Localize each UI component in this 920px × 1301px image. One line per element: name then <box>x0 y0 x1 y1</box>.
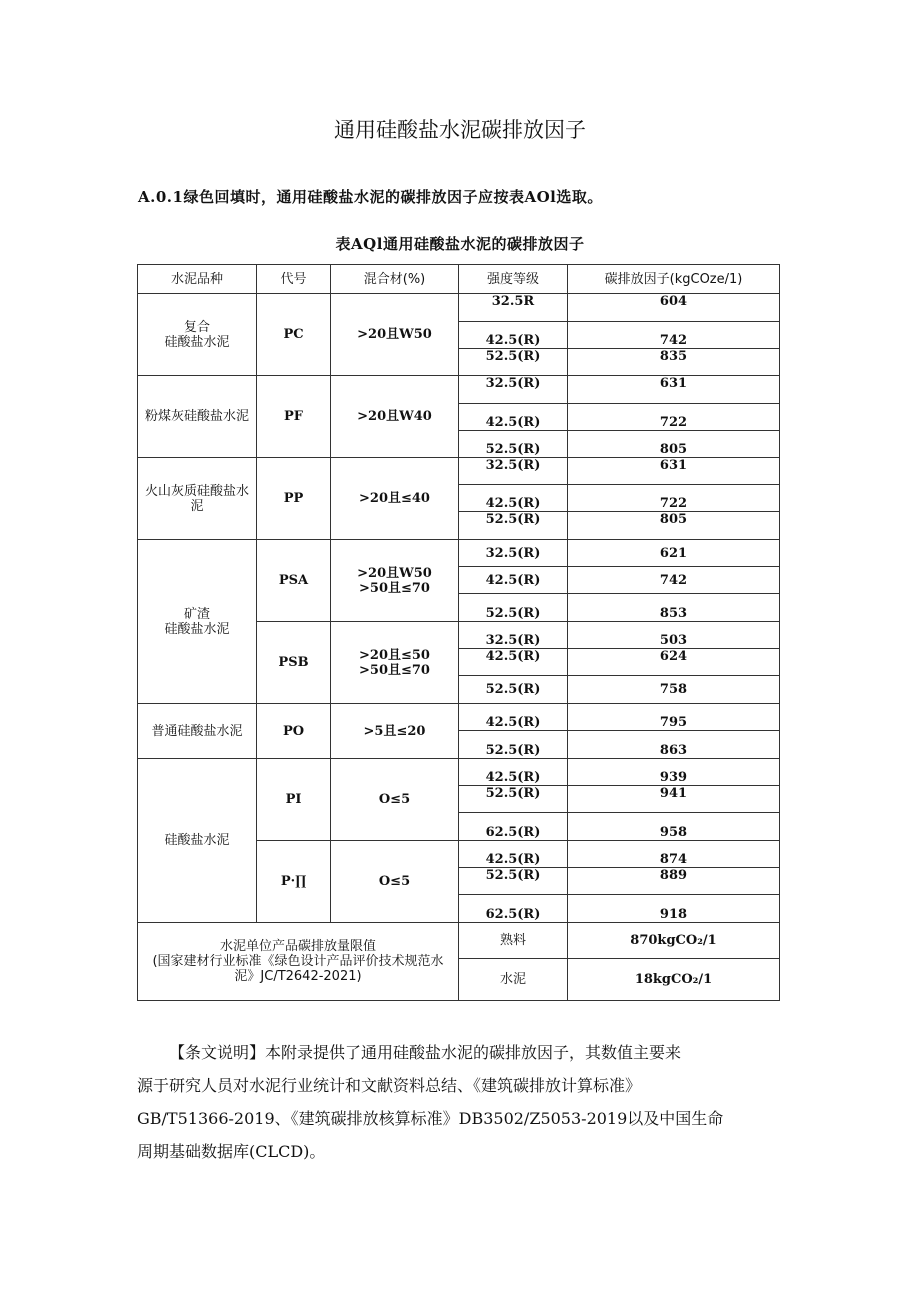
grade-cell: 42.5(R) <box>459 649 568 676</box>
header-mix: 混合材(%) <box>331 265 459 294</box>
clause-explanation <box>137 1036 787 1168</box>
factor-cell: 795 <box>568 704 780 731</box>
variety-cell <box>138 376 257 458</box>
footer-key-cell: 熟料 <box>459 923 568 959</box>
factor-cell: 621 <box>568 540 780 567</box>
variety-cell <box>138 759 257 923</box>
variety-label: 硅酸盐水泥 <box>164 833 230 848</box>
table-row <box>138 540 780 567</box>
factor-cell: 939 <box>568 759 780 786</box>
factor-cell: 941 <box>568 786 780 813</box>
code-cell: PSB <box>257 622 331 704</box>
factor-cell: 742 <box>568 567 780 594</box>
mix-cell: >20且W40 <box>331 376 459 458</box>
grade-cell: 32.5(R) <box>459 622 568 649</box>
grade-cell: 52.5(R) <box>459 786 568 813</box>
grade-cell: 32.5(R) <box>459 458 568 485</box>
variety-cell <box>138 458 257 540</box>
grade-cell: 52.5(R) <box>459 512 568 540</box>
header-grade: 强度等级 <box>459 265 568 294</box>
header-code: 代号 <box>257 265 331 294</box>
grade-cell: 42.5(R) <box>459 485 568 512</box>
grade-cell: 42.5(R) <box>459 404 568 431</box>
footer-label-line: 水泥单位产品碳排放量限值 <box>219 939 376 954</box>
mix-cell: >20且≤40 <box>331 458 459 540</box>
factor-cell: 874 <box>568 841 780 868</box>
table-row <box>138 376 780 404</box>
factor-cell: 863 <box>568 731 780 759</box>
grade-cell: 52.5(R) <box>459 676 568 704</box>
table-row <box>138 704 780 731</box>
table-footer-row <box>138 923 780 959</box>
note-line: 【条文说明】本附录提供了通用硅酸盐水泥的碳排放因子，其数值主要来 <box>169 1043 682 1062</box>
variety-cell <box>138 540 257 704</box>
emission-factor-table <box>137 264 780 1001</box>
grade-cell: 32.5(R) <box>459 540 568 567</box>
variety-cell <box>138 704 257 759</box>
mix-cell: >20且W50 >50且≤70 <box>331 540 459 622</box>
factor-cell: 631 <box>568 376 780 404</box>
variety-label: 复合 硅酸盐水泥 <box>164 319 230 350</box>
note-line: 源于研究人员对水泥行业统计和文献资料总结、《建筑碳排放计算标准》 <box>137 1076 642 1095</box>
factor-cell: 889 <box>568 868 780 895</box>
factor-cell: 758 <box>568 676 780 704</box>
mix-cell: O≤5 <box>331 841 459 923</box>
grade-cell: 52.5(R) <box>459 731 568 759</box>
code-cell: PI <box>257 759 331 841</box>
factor-cell: 853 <box>568 594 780 622</box>
table-row <box>138 759 780 786</box>
footer-label-line: 泥》JC/T2642-2021) <box>234 969 362 984</box>
table-caption: 表AQl通用硅酸盐水泥的碳排放因子 <box>335 235 585 253</box>
code-cell: PSA <box>257 540 331 622</box>
table-header-row <box>138 265 780 294</box>
variety-cell <box>138 294 257 376</box>
grade-cell: 52.5(R) <box>459 349 568 376</box>
factor-cell: 631 <box>568 458 780 485</box>
factor-cell: 722 <box>568 404 780 431</box>
footer-label-cell <box>138 923 459 1001</box>
clause-text: A.0.1绿色回填时，通用硅酸盐水泥的碳排放因子应按表AOl选取。 <box>138 188 603 206</box>
factor-cell: 918 <box>568 895 780 923</box>
table-row <box>138 294 780 322</box>
mix-cell: O≤5 <box>331 759 459 841</box>
grade-cell: 52.5(R) <box>459 431 568 458</box>
grade-cell: 52.5(R) <box>459 868 568 895</box>
variety-label: 火山灰质硅酸盐水 泥 <box>144 483 249 514</box>
code-cell: PP <box>257 458 331 540</box>
factor-cell: 958 <box>568 813 780 841</box>
grade-cell: 32.5R <box>459 294 568 322</box>
grade-cell: 62.5(R) <box>459 813 568 841</box>
grade-cell: 62.5(R) <box>459 895 568 923</box>
factor-cell: 805 <box>568 512 780 540</box>
factor-cell: 604 <box>568 294 780 322</box>
footer-value-cell: 870kgCO₂/1 <box>568 923 780 959</box>
footer-key-cell: 水泥 <box>459 959 568 1001</box>
factor-cell: 805 <box>568 431 780 458</box>
mix-cell: >5且≤20 <box>331 704 459 759</box>
factor-cell: 722 <box>568 485 780 512</box>
mix-cell: >20且≤50 >50且≤70 <box>331 622 459 704</box>
grade-cell: 32.5(R) <box>459 376 568 404</box>
header-factor: 碳排放因子(kgCOze/1) <box>568 265 780 294</box>
factor-cell: 503 <box>568 622 780 649</box>
note-line: 周期基础数据库(CLCD)。 <box>137 1142 326 1161</box>
code-cell: PO <box>257 704 331 759</box>
code-cell: PC <box>257 294 331 376</box>
grade-cell: 52.5(R) <box>459 594 568 622</box>
mix-cell: >20且W50 <box>331 294 459 376</box>
note-line: GB/T51366-2019、《建筑碳排放核算标准》DB3502/Z5053-2019以及中国生命 <box>137 1109 724 1128</box>
grade-cell: 42.5(R) <box>459 841 568 868</box>
page-title: 通用硅酸盐水泥碳排放因子 <box>334 118 586 142</box>
header-variety: 水泥品种 <box>138 265 257 294</box>
factor-cell: 742 <box>568 322 780 349</box>
grade-cell: 42.5(R) <box>459 322 568 349</box>
footer-value-cell: 18kgCO₂/1 <box>568 959 780 1001</box>
variety-label: 粉煤灰硅酸盐水泥 <box>144 409 249 424</box>
variety-label: 矿渣 硅酸盐水泥 <box>164 606 230 637</box>
grade-cell: 42.5(R) <box>459 759 568 786</box>
footer-label-line: (国家建材行业标准《绿色设计产品评价技术规范水 <box>152 954 444 969</box>
grade-cell: 42.5(R) <box>459 567 568 594</box>
grade-cell: 42.5(R) <box>459 704 568 731</box>
variety-label: 普通硅酸盐水泥 <box>151 723 243 739</box>
code-cell: P·∏ <box>257 841 331 923</box>
factor-cell: 835 <box>568 349 780 376</box>
factor-cell: 624 <box>568 649 780 676</box>
table-row <box>138 458 780 485</box>
code-cell: PF <box>257 376 331 458</box>
